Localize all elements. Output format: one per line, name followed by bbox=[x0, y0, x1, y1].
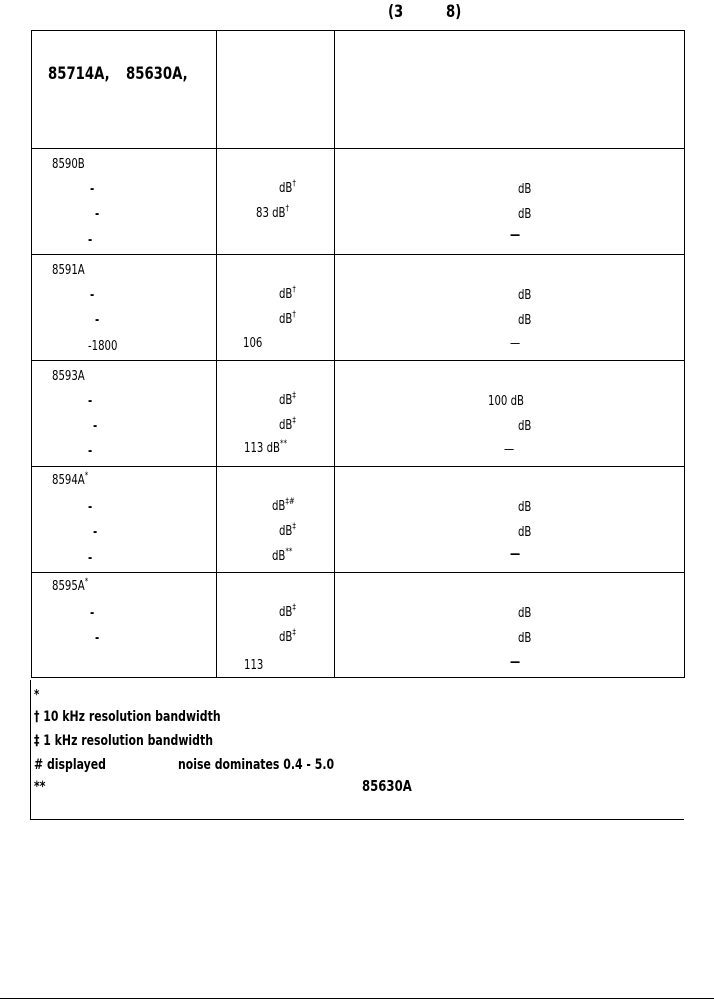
range-dash: - bbox=[90, 606, 95, 621]
range-value: dB bbox=[518, 606, 532, 621]
range-value: dB bbox=[518, 207, 532, 222]
sensitivity-value: dB‡ bbox=[279, 628, 296, 645]
sensitivity-value: 113 bbox=[244, 658, 264, 673]
footnote-10khz: † 10 kHz resolution bandwidth bbox=[34, 709, 221, 725]
range-dash: - bbox=[95, 313, 100, 328]
sensitivity-value: dB‡ bbox=[279, 416, 296, 433]
title-fragment-left: (3 bbox=[388, 2, 404, 22]
footnote-model: 85630A bbox=[362, 777, 412, 795]
sensitivity-value: dB‡ bbox=[279, 391, 296, 408]
page-bottom-rule bbox=[0, 998, 714, 999]
range-value: dB bbox=[518, 182, 532, 197]
model-label: 8595A* bbox=[52, 577, 89, 594]
sensitivity-value: 106 bbox=[243, 336, 263, 351]
range-value: — bbox=[504, 442, 515, 457]
range-dash: - bbox=[90, 182, 95, 197]
range-value: 100 dB bbox=[488, 394, 524, 409]
range-dash: - bbox=[90, 288, 95, 303]
sensitivity-value: dB† bbox=[279, 310, 296, 327]
range-dash: - bbox=[88, 394, 93, 409]
sensitivity-value: dB† bbox=[279, 179, 296, 196]
range-value: dB bbox=[518, 419, 532, 434]
range-dash: - bbox=[88, 500, 93, 515]
range-value: dB bbox=[518, 288, 532, 303]
model-label: 8590B bbox=[52, 157, 85, 172]
sensitivity-value: dB‡# bbox=[272, 497, 295, 514]
footnote-double-asterisk: ** bbox=[34, 779, 46, 795]
title-fragment-right: 8) bbox=[446, 2, 462, 22]
range-value: dB bbox=[518, 313, 532, 328]
range-value: — bbox=[510, 547, 521, 562]
header-model-2: 85630A, bbox=[126, 64, 188, 84]
range-dash: - bbox=[95, 631, 100, 646]
range-value: — bbox=[510, 228, 521, 243]
sensitivity-value: dB‡ bbox=[279, 522, 296, 539]
range-dash: - bbox=[93, 419, 98, 434]
range-dash: - bbox=[88, 444, 93, 459]
model-label: 8594A* bbox=[52, 471, 89, 488]
range-value: -1800 bbox=[88, 339, 118, 354]
sensitivity-value: dB‡ bbox=[279, 603, 296, 620]
model-label: 8593A bbox=[52, 369, 85, 384]
range-value: dB bbox=[518, 525, 532, 540]
model-label: 8591A bbox=[52, 263, 85, 278]
footnote-displayed: # displayed bbox=[34, 757, 106, 773]
footnote-noise: noise dominates 0.4 - 5.0 bbox=[178, 757, 335, 773]
sensitivity-value: dB** bbox=[272, 547, 293, 564]
range-value: dB bbox=[518, 631, 532, 646]
range-dash: - bbox=[93, 525, 98, 540]
range-value: — bbox=[510, 336, 521, 351]
footnote-asterisk: * bbox=[34, 688, 40, 703]
range-dash: - bbox=[95, 207, 100, 222]
header-model-1: 85714A, bbox=[48, 64, 110, 84]
sensitivity-value: dB† bbox=[279, 285, 296, 302]
sensitivity-value: 83 dB† bbox=[256, 204, 290, 221]
sensitivity-value: 113 dB** bbox=[244, 439, 287, 456]
range-dash: - bbox=[88, 551, 93, 566]
range-dash: - bbox=[88, 233, 93, 248]
range-value: dB bbox=[518, 500, 532, 515]
range-value: — bbox=[510, 655, 521, 670]
footnote-1khz: ‡ 1 kHz resolution bandwidth bbox=[34, 733, 213, 749]
